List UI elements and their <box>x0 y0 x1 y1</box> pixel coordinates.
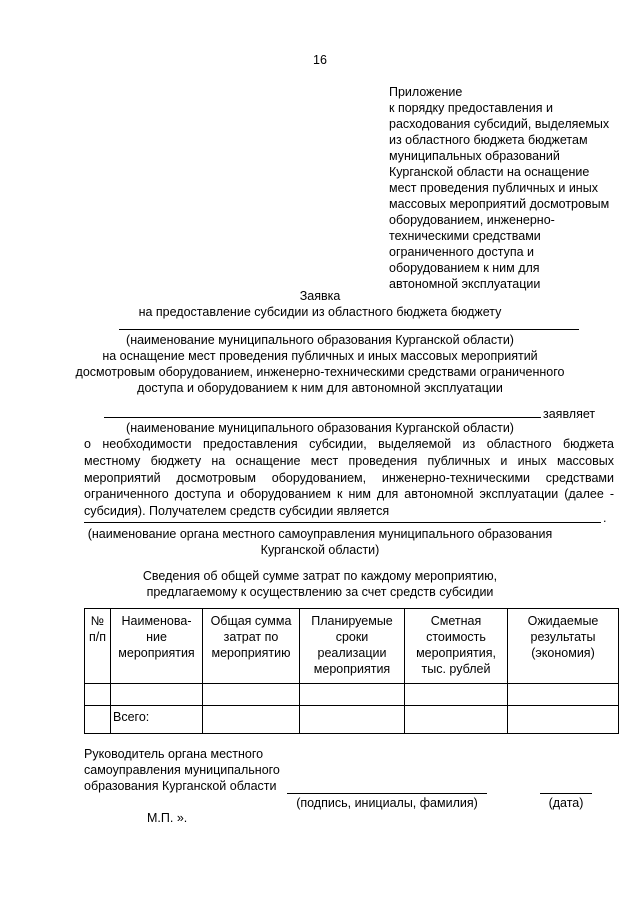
purpose-line: доступа и оборудованием к ним для автономной эксплуатации <box>137 381 503 395</box>
signatory-line: образования Курганской области <box>84 779 277 793</box>
table-cell <box>508 706 619 734</box>
table-title-line: предлагаемому к осуществлению за счет средств субсидии <box>146 585 494 599</box>
appendix-line: расходования субсидий, выделяемых <box>389 117 610 131</box>
signatory-line: Руководитель органа местного <box>84 747 264 761</box>
recipient-caption <box>60 526 580 558</box>
signatory-line: самоуправления муниципального <box>84 763 280 777</box>
date-fill-line <box>540 793 592 794</box>
recipient-caption-line: (наименование органа местного самоуправления муниципального образования <box>87 527 553 541</box>
appendix-line: ограниченного доступа и <box>389 245 535 259</box>
recipient-period: . <box>603 511 607 525</box>
appendix-line: оборудованием к ним для <box>389 261 540 275</box>
header-planned-dates: Планируемые сроки реализации мероприятия <box>300 609 405 684</box>
table-total-row <box>85 706 619 734</box>
table-cell <box>203 684 300 706</box>
page-number: 16 <box>313 53 327 67</box>
document-heading: Заявка <box>299 289 341 303</box>
stamp-mark: М.П. ». <box>147 811 188 825</box>
table-title <box>60 568 580 600</box>
table-header-row <box>85 609 619 684</box>
declares-word: заявляет <box>543 407 596 421</box>
table-cell <box>111 684 203 706</box>
body-paragraph: о необходимости предоставления субсидии, выделяемой из областного бюджета местному бюджету на оснащение мест проведения публичных и иных массовых мероприятий досмотровым оборудованием, инженерно-техническими средствами ограниченного доступа и оборудованием к ним для автономной эксплуатации (далее - субсидия). Получателем средств субсидии является <box>84 437 614 519</box>
purpose-block <box>60 348 580 396</box>
municipality-caption-2: (наименование муниципального образования Курганской области) <box>126 421 514 435</box>
recipient-caption-line: Курганской области) <box>260 543 380 557</box>
appendix-line: автономной эксплуатации <box>389 277 541 291</box>
recipient-fill-line <box>84 522 601 523</box>
document-subtitle: на предоставление субсидии из областного бюджета бюджету <box>138 305 502 319</box>
signature-fill-line <box>287 793 487 794</box>
total-label: Всего: <box>111 706 203 734</box>
signature-caption: (подпись, инициалы, фамилия) <box>296 796 478 810</box>
table-cell <box>85 684 111 706</box>
table-title-line: Сведения об общей сумме затрат по каждому мероприятию, <box>142 569 498 583</box>
date-caption: (дата) <box>548 796 584 810</box>
appendix-line: Приложение <box>389 85 463 99</box>
expenses-table <box>84 608 619 734</box>
table-cell <box>300 684 405 706</box>
appendix-line: массовых мероприятий досмотровым <box>389 197 610 211</box>
appendix-line: из областного бюджета бюджетам <box>389 133 588 147</box>
appendix-line: оборудованием, инженерно- <box>389 213 555 227</box>
header-estimated-cost: Сметная стоимость мероприятия, тыс. рублей <box>405 609 508 684</box>
table-cell <box>203 706 300 734</box>
municipality-fill-line <box>119 329 579 330</box>
purpose-line: досмотровым оборудованием, инженерно-техническими средствами ограниченного <box>75 365 565 379</box>
municipality-caption: (наименование муниципального образования Курганской области) <box>126 333 514 347</box>
appendix-line: к порядку предоставления и <box>389 101 554 115</box>
header-expected-results: Ожидаемые результаты (экономия) <box>508 609 619 684</box>
appendix-line: Курганской области на оснащение <box>389 165 590 179</box>
purpose-line: на оснащение мест проведения публичных и иных массовых мероприятий <box>102 349 538 363</box>
declarant-fill-line <box>104 417 541 418</box>
table-cell <box>300 706 405 734</box>
appendix-line: муниципальных образований <box>389 149 560 163</box>
appendix-block <box>389 84 629 292</box>
table-row <box>85 684 619 706</box>
header-total-cost: Общая сумма затрат по мероприятию <box>203 609 300 684</box>
appendix-line: мест проведения публичных и иных <box>389 181 598 195</box>
table-cell <box>405 706 508 734</box>
signatory-title <box>84 746 364 794</box>
appendix-line: техническими средствами <box>389 229 541 243</box>
table-cell <box>85 706 111 734</box>
table-cell <box>508 684 619 706</box>
header-number: № п/п <box>85 609 111 684</box>
header-event-name: Наименова-ние мероприятия <box>111 609 203 684</box>
table-cell <box>405 684 508 706</box>
